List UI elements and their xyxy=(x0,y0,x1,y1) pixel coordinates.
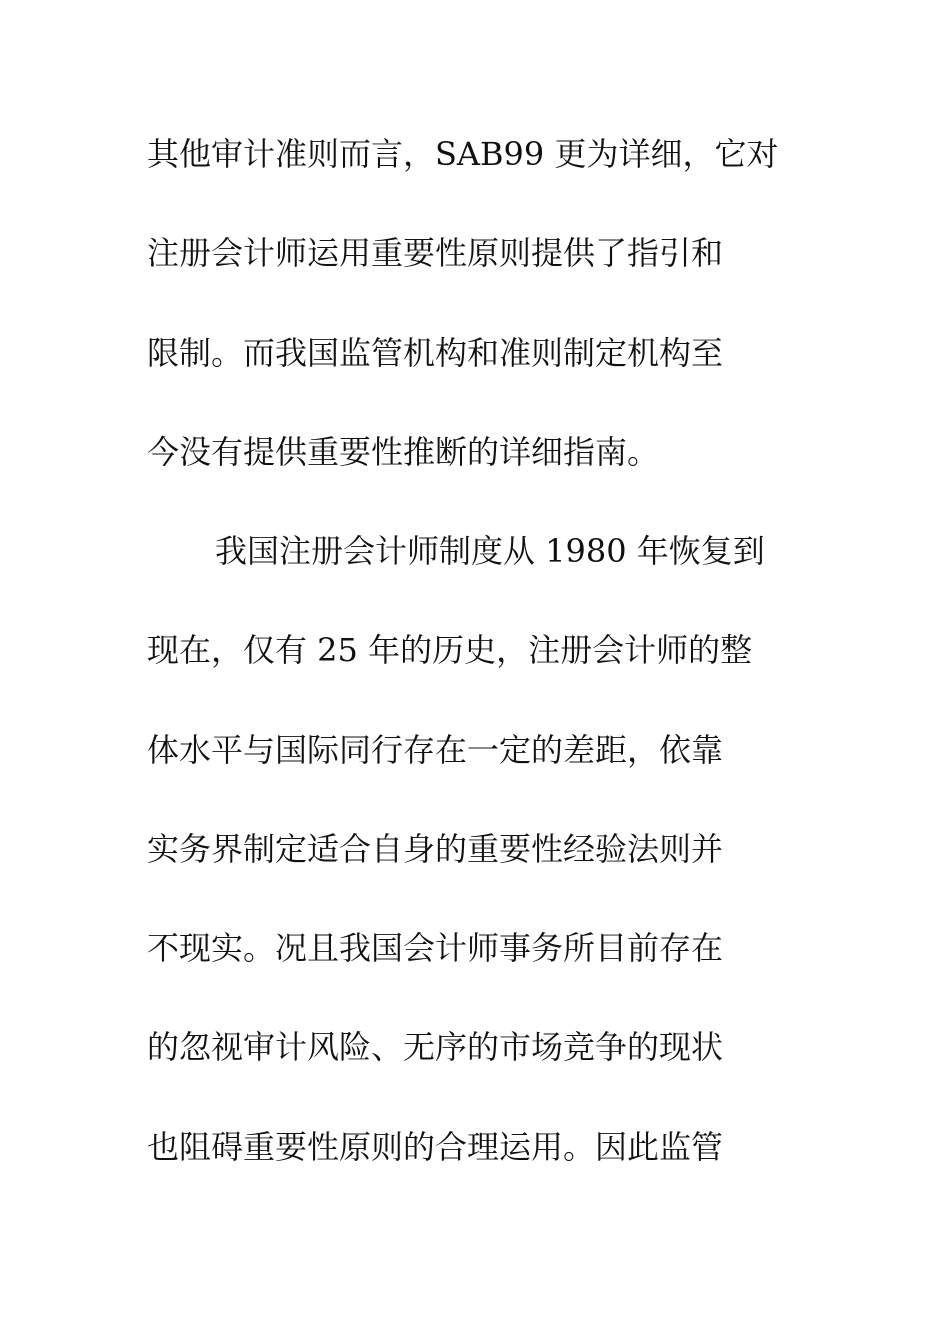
text-line: 实务界制定适合自身的重要性经验法则并 xyxy=(147,830,724,868)
text-line: 现在，仅有 25 年的历史，注册会计师的整 xyxy=(147,631,753,669)
text-line: 其他审计准则而言，SAB99 更为详细，它对 xyxy=(147,135,779,173)
text-line: 我国注册会计师制度从 1980 年恢复到 xyxy=(215,532,765,570)
text-line: 今没有提供重要性推断的详细指南。 xyxy=(147,433,660,471)
text-line: 注册会计师运用重要性原则提供了指引和 xyxy=(147,234,724,272)
text-line: 也阻碍重要性原则的合理运用。因此监管 xyxy=(147,1128,724,1166)
text-line: 不现实。况且我国会计师事务所目前存在 xyxy=(147,929,724,967)
text-line: 的忽视审计风险、无序的市场竞争的现状 xyxy=(147,1028,724,1066)
text-line: 体水平与国际同行存在一定的差距，依靠 xyxy=(147,731,724,769)
text-line: 限制。而我国监管机构和准则制定机构至 xyxy=(147,334,724,372)
